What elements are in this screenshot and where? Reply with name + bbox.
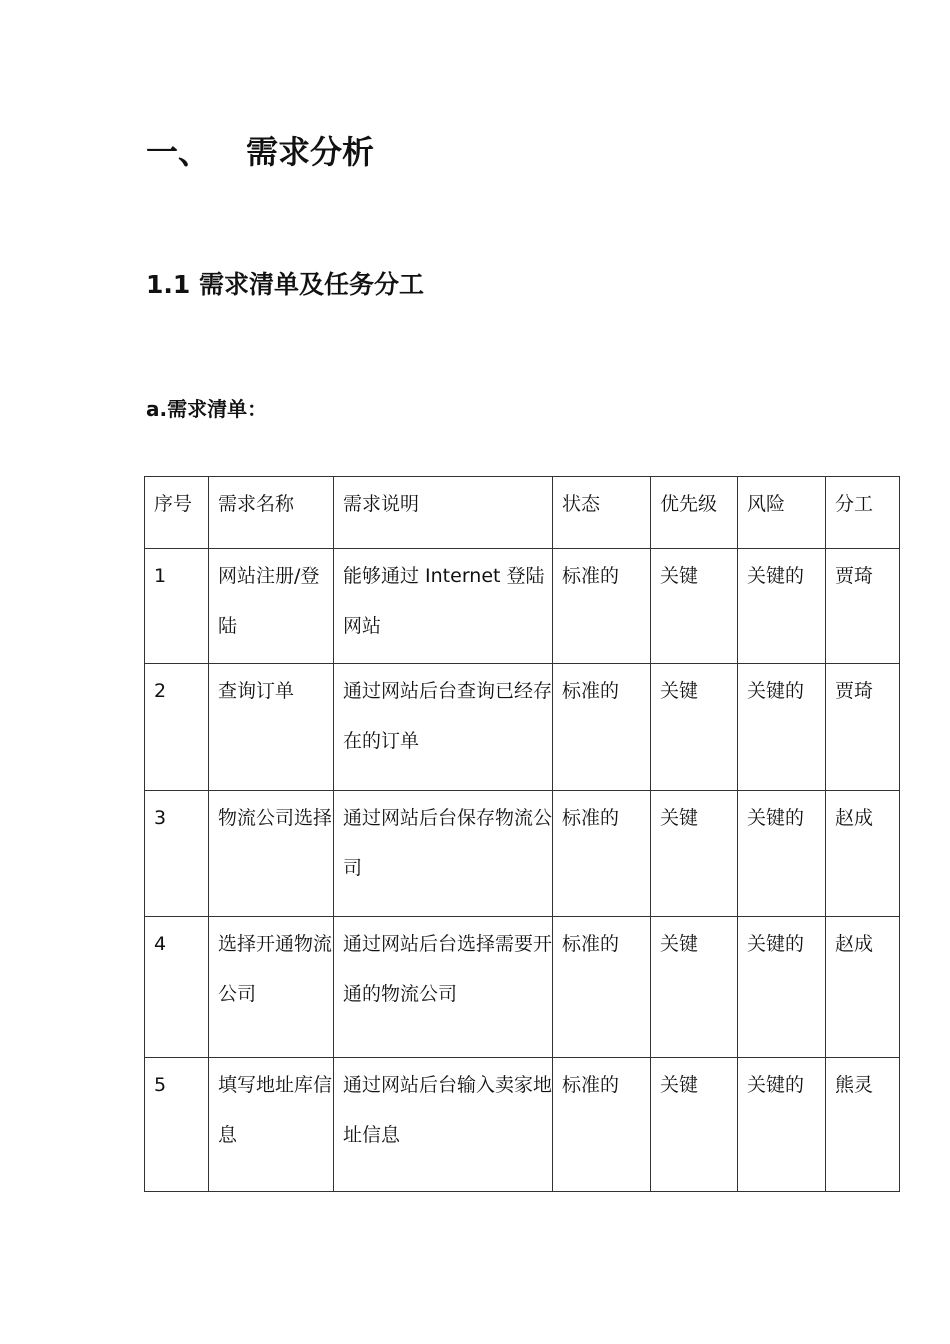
header-cell: 需求名称 [209, 477, 334, 549]
table-cell: 4 [145, 917, 209, 1058]
table-cell: 通过网站后台输入卖家地址信息 [334, 1058, 553, 1192]
table-cell: 5 [145, 1058, 209, 1192]
table-cell: 关键 [651, 791, 738, 917]
table-cell: 熊灵 [826, 1058, 900, 1192]
table-cell: 关键的 [738, 1058, 826, 1192]
subsection-heading: 1.1 需求清单及任务分工 [146, 270, 424, 299]
table-row [145, 791, 900, 917]
table-cell: 关键 [651, 549, 738, 664]
table-cell: 3 [145, 791, 209, 917]
section-title: 需求分析 [246, 133, 375, 171]
table-cell: 关键 [651, 917, 738, 1058]
table-cell: 标准的 [553, 917, 651, 1058]
table-cell: 标准的 [553, 791, 651, 917]
table-cell: 标准的 [553, 664, 651, 791]
table-header-row [145, 477, 900, 549]
table-cell: 关键的 [738, 791, 826, 917]
table-cell: 标准的 [553, 549, 651, 664]
header-cell: 需求说明 [334, 477, 553, 549]
table-cell: 网站注册/登陆 [209, 549, 334, 664]
table-cell: 选择开通物流公司 [209, 917, 334, 1058]
table-cell: 通过网站后台保存物流公司 [334, 791, 553, 917]
table-row [145, 664, 900, 791]
table-cell: 2 [145, 664, 209, 791]
table-cell: 标准的 [553, 1058, 651, 1192]
section-number: 一、 [146, 133, 211, 171]
table-cell: 关键 [651, 664, 738, 791]
table-cell: 能够通过 Internet 登陆网站 [334, 549, 553, 664]
table-cell: 通过网站后台查询已经存在的订单 [334, 664, 553, 791]
table-cell: 贾琦 [826, 549, 900, 664]
header-cell: 优先级 [651, 477, 738, 549]
table-row [145, 917, 900, 1058]
table-cell: 关键的 [738, 664, 826, 791]
table-row [145, 1058, 900, 1192]
table-cell: 赵成 [826, 917, 900, 1058]
table-cell: 关键的 [738, 549, 826, 664]
requirements-table [144, 476, 900, 1192]
table-row [145, 549, 900, 664]
list-heading: a.需求清单： [146, 397, 268, 421]
table-cell: 贾琦 [826, 664, 900, 791]
table-cell: 通过网站后台选择需要开通的物流公司 [334, 917, 553, 1058]
header-cell: 序号 [145, 477, 209, 549]
header-cell: 风险 [738, 477, 826, 549]
header-cell: 分工 [826, 477, 900, 549]
table-cell: 关键 [651, 1058, 738, 1192]
table-cell: 填写地址库信息 [209, 1058, 334, 1192]
header-cell: 状态 [553, 477, 651, 549]
table-cell: 查询订单 [209, 664, 334, 791]
table-cell: 关键的 [738, 917, 826, 1058]
table-cell: 1 [145, 549, 209, 664]
table-cell: 物流公司选择 [209, 791, 334, 917]
table-cell: 赵成 [826, 791, 900, 917]
section-heading [146, 130, 374, 174]
